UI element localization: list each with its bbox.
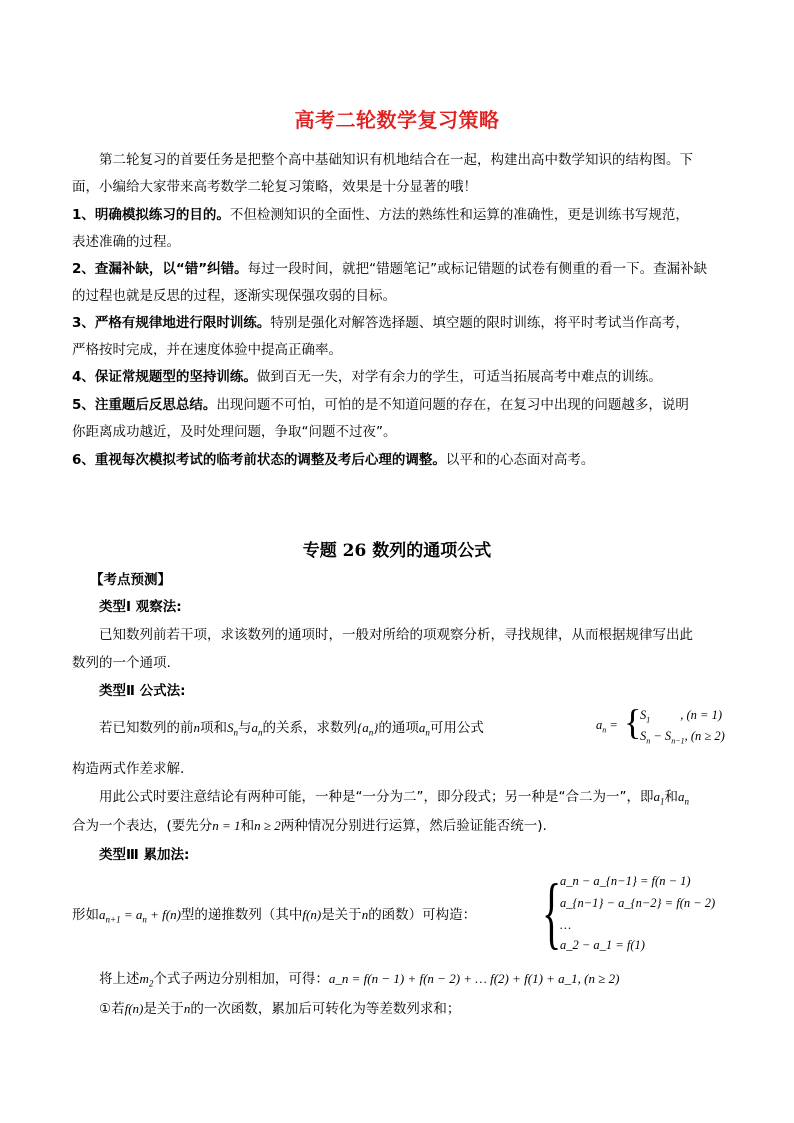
point-4-text: 做到百无一失，对学有余力的学生，可适当拓展高考中难点的训练。 xyxy=(256,369,662,385)
point-1-text: 不但检测知识的全面性、方法的熟练性和运算的准确性，更是训练书写规范， xyxy=(229,207,689,223)
point-3-cont: 严格按时完成，并在速度体验中提高正确率。 xyxy=(72,342,342,358)
system-eq-3: … xyxy=(560,918,572,932)
point-3-text: 特别是强化对解答选择题、填空题的限时训练，将平时考试当作高考， xyxy=(270,315,689,331)
point-2-cont: 的过程也就是反思的过程，逐渐实现保强攻弱的目标。 xyxy=(72,288,396,304)
type3-label: 类型Ⅲ 累加法: xyxy=(99,847,190,863)
type2-formula-line: 若已知数列的前n项和$S_n$与$a_n$的关系，求数列$\{a_n\}$的通项$a_n$可用公式 xyxy=(99,720,484,738)
type2-note-1: 用此公式时要注意结论有两种可能，一种是“一分为二”，即分段式；另一种是“合二为一”，即$a_1$和$a_n$ xyxy=(99,789,689,807)
math-an: $a_n$ xyxy=(251,720,263,738)
point-5-head: 5、注重题后反思总结。 xyxy=(72,397,217,413)
point-5-text: 出现问题不可怕，可怕的是不知道问题的存在，在复习中出现的问题越多，说明 xyxy=(216,397,689,413)
type2-label: 类型Ⅱ 公式法: xyxy=(99,683,186,699)
point-2-head: 2、查漏补缺，以“错”纠错。 xyxy=(72,261,248,277)
point-4 xyxy=(72,367,662,387)
intro-line-1: 第二轮复习的首要任务是把整个高中基础知识有机地结合在一起，构建出高中数学知识的结构图。下 xyxy=(99,152,693,168)
system-eq-4: a_2 − a_1 = f(1) xyxy=(560,938,645,952)
page-title: 高考二轮数学复习策略 xyxy=(294,108,500,132)
topic-title: 专题 26 数列的通项公式 xyxy=(302,541,492,561)
point-6-text: 以平和的心态面对高考。 xyxy=(445,452,595,468)
type1-label: 类型Ⅰ 观察法: xyxy=(99,599,182,615)
system-eq-1: a_n − a_{n−1} = f(n − 1) xyxy=(560,874,691,888)
type3-sum-line: 将上述$m_2$个式子两边分别相加，可得：a_n = f(n − 1) + f(n − 2) + … f(2) + f(1) + a_1, (n ≥ 2) xyxy=(99,971,620,989)
piecewise-lhs: $a_n$ = xyxy=(596,718,618,735)
point-1-head: 1、明确模拟练习的目的。 xyxy=(72,207,230,223)
point-2 xyxy=(72,259,707,279)
point-6-head: 6、重视每次模拟考试的临考前状态的调整及考后心理的调整。 xyxy=(72,452,446,468)
point-2-text: 每过一段时间，就把“错题笔记”或标记错题的试卷有侧重的看一下。查漏补缺 xyxy=(247,261,708,277)
type3-case-1: ①若f(n)是关于n的一次函数，累加后可转化为等差数列求和； xyxy=(99,1001,461,1017)
point-6 xyxy=(72,450,594,470)
system-eq-2: a_{n−1} − a_{n−2} = f(n − 2) xyxy=(560,896,716,910)
point-5 xyxy=(72,395,689,415)
math-sn: $S_n$ xyxy=(227,720,238,738)
point-5-cont: 你距离成功越近，及时处理问题，争取“问题不过夜”。 xyxy=(72,424,397,440)
point-1-cont: 表述准确的过程。 xyxy=(72,234,180,250)
piecewise-case-1: $S_1$ , (n = 1) xyxy=(640,708,723,725)
point-1 xyxy=(72,205,689,225)
section-kaodian: 【考点预测】 xyxy=(90,572,171,588)
type1-line-2: 数列的一个通项. xyxy=(72,655,171,671)
intro-line-2: 面，小编给大家带来高考数学二轮复习策略，效果是十分显著的哦！ xyxy=(72,179,477,195)
math-recurrence: $a_{n+1} = a_n + f(n)$ xyxy=(99,907,181,925)
type3-formula-line: 形如$a_{n+1} = a_n + f(n)$型的递推数列（其中f(n)是关于n的函数）可构造： xyxy=(72,907,477,925)
point-3-head: 3、严格有规律地进行限时训练。 xyxy=(72,315,271,331)
point-4-head: 4、保证常规题型的坚持训练。 xyxy=(72,369,257,385)
type2-after: 构造两式作差求解. xyxy=(72,761,185,777)
piecewise-case-2: $S_n - S_{n-1}$, (n ≥ 2) xyxy=(640,729,725,746)
math-an-set: $\{a_n\}$ xyxy=(357,720,379,738)
piecewise-brace: { xyxy=(624,702,642,742)
type2-note-2: 合为一个表达，(要先分n = 1和n ≥ 2两种情况分别进行运算，然后验证能否统一). xyxy=(72,818,547,834)
math-sum-formula: a_n = f(n − 1) + f(n − 2) + … f(2) + f(1) + a_1, (n ≥ 2) xyxy=(328,971,620,986)
system-brace: { xyxy=(542,869,562,957)
math-n: n xyxy=(193,720,200,735)
type1-line-1: 已知数列前若干项，求该数列的通项时，一般对所给的项观察分析，寻找规律，从而根据规律写出此 xyxy=(99,627,693,643)
point-3 xyxy=(72,313,689,333)
